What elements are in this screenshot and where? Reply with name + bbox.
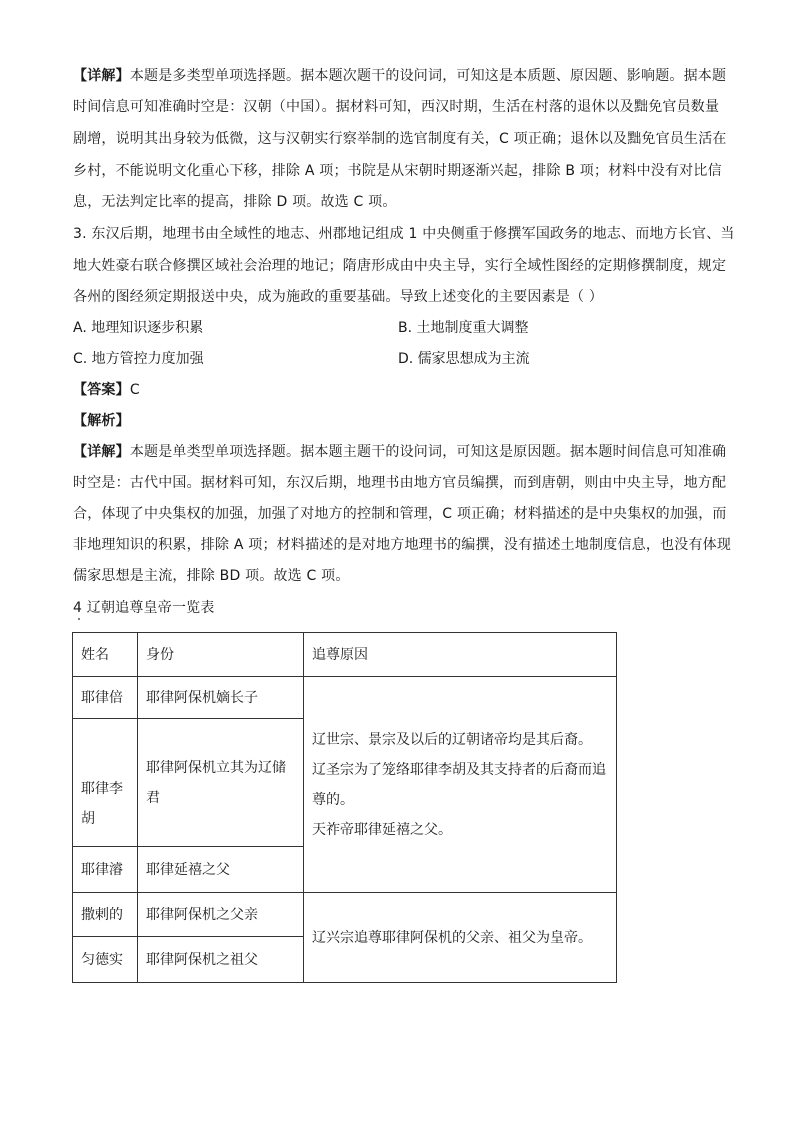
q3-detail-text: 本题是单类型单项选择题。据本题主题干的设问词，可知这是原因题。据本题时间信息可知准确	[129, 444, 727, 460]
q3-detail-line-2: 时空是：古代中国。据材料可知，东汉后期，地理书由地方官员编撰，而到唐朝，则由中央主导，地方配	[73, 475, 727, 491]
reason-line: 辽圣宗为了笼络耶律李胡及其支持者的后裔而追尊的。	[312, 761, 606, 808]
q4-title: 4 辽朝追尊皇帝一览表	[73, 600, 215, 616]
detail-line-5: 息，无法判定比率的提高，排除 D 项。故选 C 项。	[73, 194, 397, 210]
detail-line-4: 乡村，不能说明文化重心下移，排除 A 项；书院是从宋朝时期逐渐兴起，排除 B 项；材料中没有对比信	[73, 163, 722, 179]
q3-detail-tag: 【详解】	[73, 444, 130, 460]
q3-option-d: D. 儒家思想成为主流	[398, 351, 530, 367]
cell-identity: 耶律阿保机之父亲	[138, 893, 304, 937]
table-row	[73, 677, 617, 719]
detail-line-2: 时间信息可知准确时空是：汉朝（中国）。据材料可知，西汉时期，生活在村落的退休以及黜免官员数量	[73, 99, 720, 115]
emperor-table	[72, 632, 617, 983]
stray-dot	[78, 618, 80, 620]
q3-option-b: B. 土地制度重大调整	[398, 320, 529, 336]
q3-answer	[73, 380, 140, 400]
q3-detail-line-5: 儒家思想是主流，排除 BD 项。故选 C 项。	[73, 568, 350, 584]
cell-name: 撒剌的	[73, 893, 138, 937]
cell-reason-group-1	[304, 677, 617, 893]
table-row	[73, 893, 617, 937]
q3-option-c: C. 地方管控力度加强	[73, 351, 204, 367]
q3-detail-line-3: 合，体现了中央集权的加强，加强了对地方的控制和管理，C 项正确；材料描述的是中央集权的加强，而	[73, 506, 727, 522]
q3-detail-line-4: 非地理知识的积累，排除 A 项；材料描述的是对地方地理书的编撰，没有描述土地制度信息，也没有体现	[73, 537, 732, 553]
header-reason: 追尊原因	[304, 633, 617, 677]
table-header-row	[73, 633, 617, 677]
reason-line: 辽世宗、景宗及以后的辽朝诸帝均是其后裔。	[312, 731, 592, 748]
cell-name: 耶律倍	[73, 677, 138, 719]
header-identity: 身份	[138, 633, 304, 677]
q3-stem-line-2: 地大姓豪右联合修撰区域社会治理的地记；隋唐形成由中央主导，实行全域性图经的定期修撰制度，规定	[73, 258, 727, 274]
analysis-tag: 【解析】	[73, 413, 130, 429]
cell-identity: 耶律阿保机之祖父	[138, 937, 304, 983]
answer-value: C	[129, 382, 140, 398]
reason-line: 天祚帝耶律延禧之父。	[312, 821, 452, 838]
cell-identity: 耶律阿保机立其为辽储君	[138, 719, 304, 847]
cell-name: 匀德实	[73, 937, 138, 983]
q3-stem-line-1: 3. 东汉后期，地理书由全域性的地志、州郡地记组成 1 中央侧重于修撰军国政务的地志、而地方长官、当	[73, 226, 735, 242]
detail-line-3: 剧增，说明其出身较为低微，这与汉朝实行察举制的选官制度有关，C 项正确；退休以及黜免官员生活在	[73, 131, 727, 147]
detail-tag: 【详解】	[73, 68, 130, 84]
header-name: 姓名	[73, 633, 138, 677]
detail-line-1	[73, 66, 726, 86]
cell-name: 耶律濬	[73, 847, 138, 893]
q3-stem-line-3: 各州的图经须定期报送中央，成为施政的重要基础。导致上述变化的主要因素是（ ）	[73, 289, 604, 305]
q3-option-a: A. 地理知识逐步积累	[73, 320, 204, 336]
cell-reason-group-2: 辽兴宗追尊耶律阿保机的父亲、祖父为皇帝。	[304, 893, 617, 983]
detail-text: 本题是多类型单项选择题。据本题次题干的设问词，可知这是本质题、原因题、影响题。据本题	[129, 68, 727, 84]
cell-identity: 耶律延禧之父	[138, 847, 304, 893]
cell-name: 耶律李胡	[73, 719, 138, 847]
cell-identity: 耶律阿保机嫡长子	[138, 677, 304, 719]
answer-tag: 【答案】	[73, 382, 130, 398]
q3-analysis	[73, 411, 130, 431]
q3-detail-line-1	[73, 442, 726, 462]
